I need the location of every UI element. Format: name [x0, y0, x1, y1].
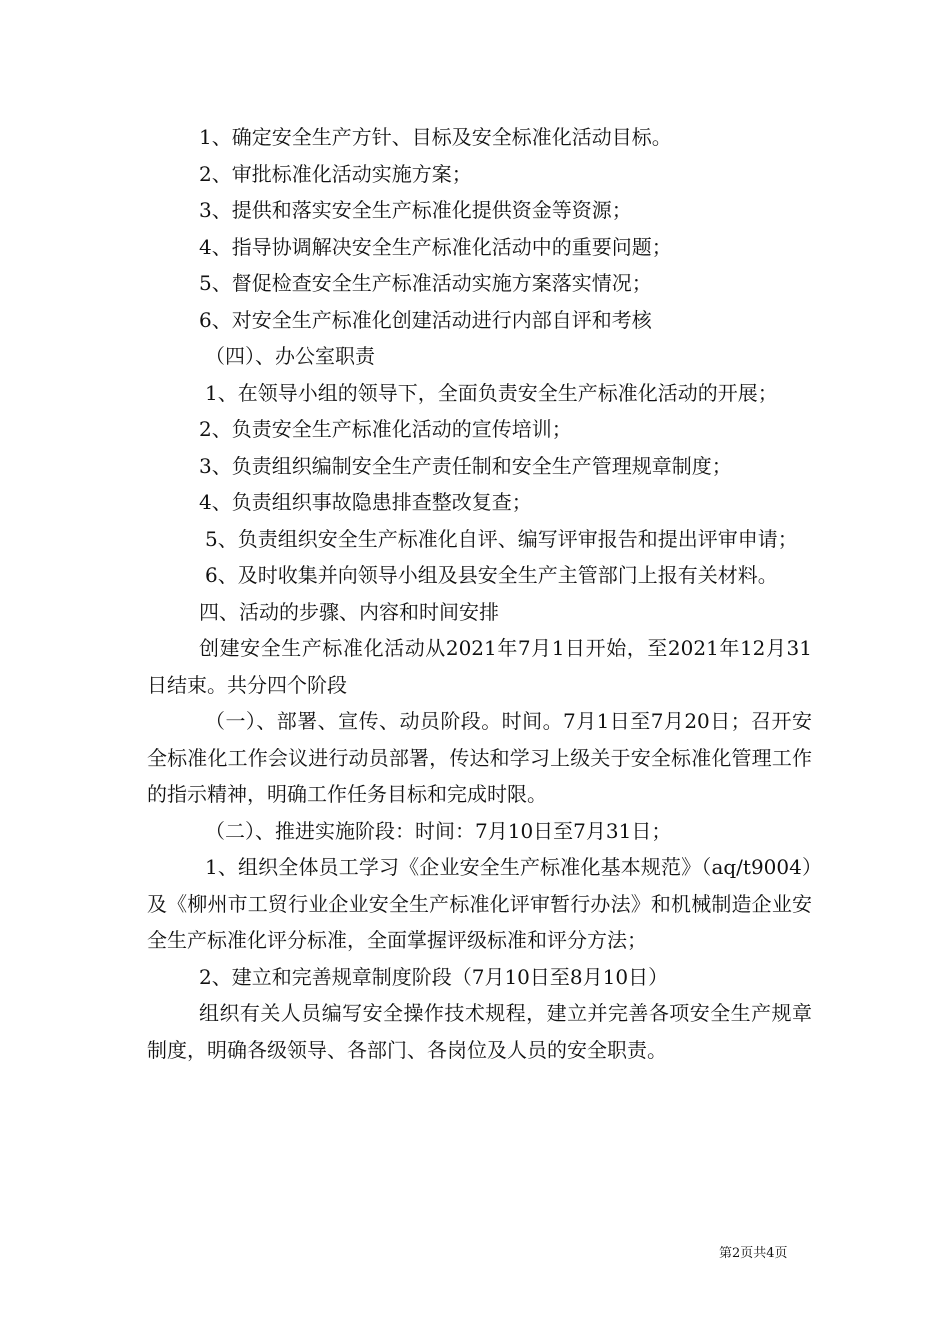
- paragraph: 6、及时收集并向领导小组及县安全生产主管部门上报有关材料。: [205, 563, 778, 587]
- paragraph: 1、组织全体员工学习《企业安全生产标准化基本规范》（aq/t9004）及《柳州市工贸行业企业安全生产标准化评审暂行办法》和机械制造企业安全生产标准化评分标准，全面掌握评级标准和评分方法；: [147, 855, 812, 952]
- paragraph: 2、负责安全生产标准化活动的宣传培训；: [199, 417, 572, 441]
- paragraph: 3、负责组织编制安全生产责任制和安全生产管理规章制度；: [199, 453, 732, 478]
- paragraph: 组织有关人员编写安全操作技术规程，建立并完善各项安全生产规章制度，明确各级领导、各部门、各岗位及人员的安全职责。: [147, 1001, 812, 1062]
- paragraph: 3、提供和落实安全生产标准化提供资金等资源；: [199, 198, 632, 222]
- paragraph: 5、督促检查安全生产标准活动实施方案落实情况；: [199, 271, 652, 295]
- page-number: 第2页共4页: [719, 1246, 788, 1261]
- paragraph: 四、活动的步骤、内容和时间安排: [199, 599, 499, 624]
- paragraph: 2、审批标准化活动实施方案；: [199, 161, 472, 186]
- paragraph: 2、建立和完善规章制度阶段（7月10日至8月10日）: [199, 964, 669, 989]
- paragraph: 4、指导协调解决安全生产标准化活动中的重要问题；: [199, 234, 672, 259]
- paragraph: 1、确定安全生产方针、目标及安全标准化活动目标。: [199, 125, 672, 149]
- paragraph: 4、负责组织事故隐患排查整改复查；: [199, 490, 532, 514]
- paragraph: （一）、部署、宣传、动员阶段。时间。7月1日至7月20日；召开安全标准化工作会议进行动员部署，传达和学习上级关于安全标准化管理工作的指示精神，明确工作任务目标和完成时限。: [147, 709, 812, 806]
- paragraph: （四）、办公室职责: [205, 344, 375, 368]
- paragraph: 5、负责组织安全生产标准化自评、编写评审报告和提出评审申请；: [205, 526, 798, 551]
- paragraph: 6、对安全生产标准化创建活动进行内部自评和考核: [199, 307, 652, 332]
- document-body: [147, 119, 812, 1068]
- paragraph: 1、在领导小组的领导下，全面负责安全生产标准化活动的开展；: [205, 380, 778, 405]
- paragraph: （二）、推进实施阶段：时间：7月10日至7月31日；: [205, 818, 672, 843]
- paragraph: 创建安全生产标准化活动从2021年7月1日开始，至2021年12月31日结束。共分四个阶段: [147, 636, 812, 697]
